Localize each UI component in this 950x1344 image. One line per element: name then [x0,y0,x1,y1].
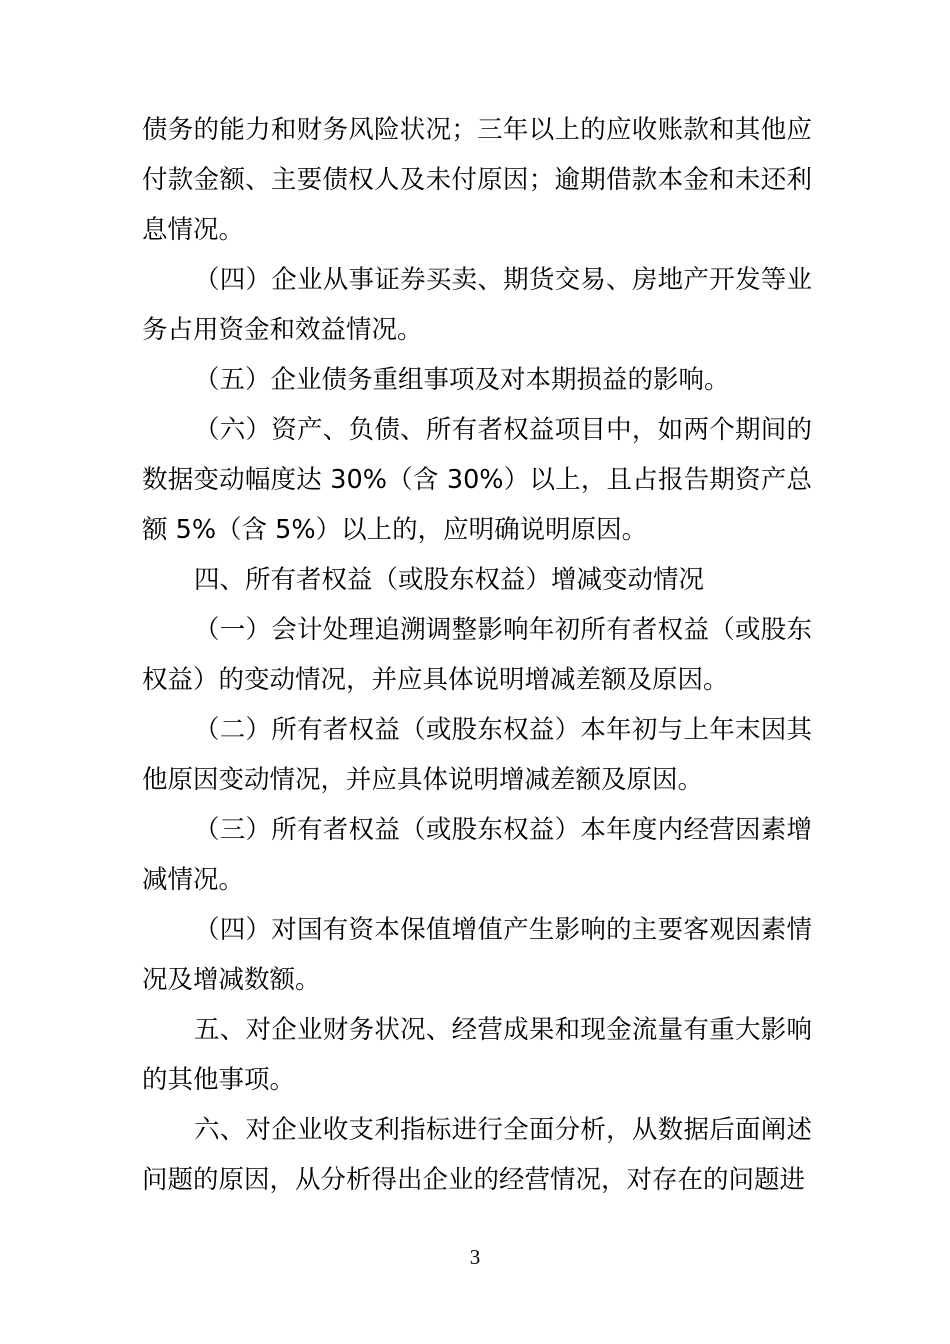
paragraph-securities-futures: （四）企业从事证券买卖、期货交易、房地产开发等业务占用资金和效益情况。 [142,265,812,345]
paragraph-other-changes: （二）所有者权益（或股东权益）本年初与上年末因其他原因变动情况，并应具体说明增减差额及原因。 [142,715,812,795]
paragraph-debt-continuation: 债务的能力和财务风险状况；三年以上的应收账款和其他应付款金额、主要债权人及未付原因；逾期借款本金和未还利息情况。 [142,115,812,245]
paragraph-change-threshold: （六）资产、负债、所有者权益项目中，如两个期间的数据变动幅度达 30%（含 30%）以上，且占报告期资产总额 5%（含 5%）以上的，应明确说明原因。 [142,415,812,545]
paragraph-debt-restructuring: （五）企业债务重组事项及对本期损益的影响。 [194,365,730,395]
paragraph-retrospective-adjustment: （一）会计处理追溯调整影响年初所有者权益（或股东权益）的变动情况，并应具体说明增减差额及原因。 [142,615,812,695]
section-heading-indicator-analysis: 六、对企业收支利指标进行全面分析，从数据后面阐述问题的原因，从分析得出企业的经营情况，对存在的问题进 [142,1115,812,1195]
page-number: 3 [469,1245,481,1269]
paragraph-capital-preservation: （四）对国有资本保值增值产生影响的主要客观因素情况及增减数额。 [142,915,812,995]
section-heading-other-matters: 五、对企业财务状况、经营成果和现金流量有重大影响的其他事项。 [142,1015,812,1095]
paragraph-operating-factors: （三）所有者权益（或股东权益）本年度内经营因素增减情况。 [142,815,812,895]
section-heading-equity-changes: 四、所有者权益（或股东权益）增减变动情况 [194,565,705,595]
document-body [142,105,812,1205]
